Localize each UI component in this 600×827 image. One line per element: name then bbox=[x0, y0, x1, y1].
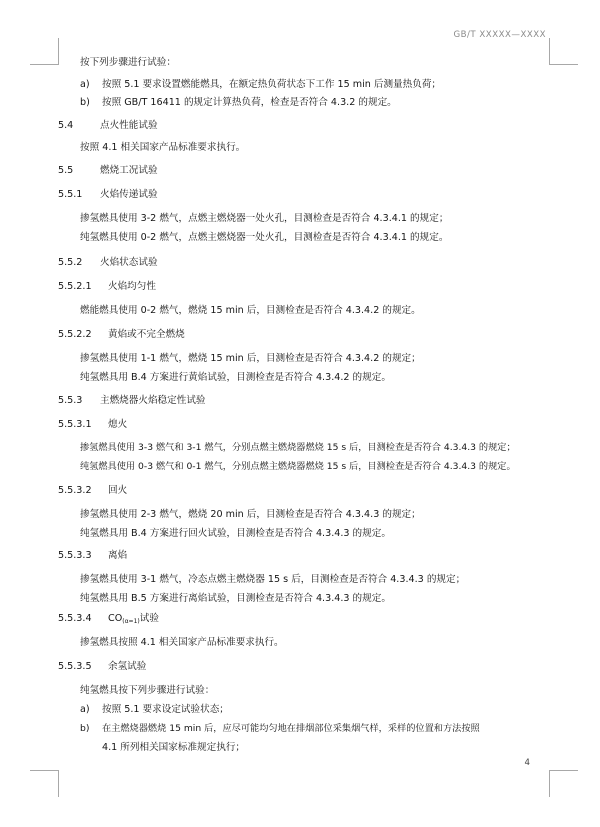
list-label: a) bbox=[80, 79, 90, 90]
paragraph: 按下列步骤进行试验： bbox=[80, 57, 176, 68]
section-title: 主燃烧器火焰稳定性试验 bbox=[100, 395, 206, 406]
title-suffix: 试验 bbox=[139, 613, 159, 624]
section-number: 5.5.1 bbox=[58, 189, 83, 200]
section-heading bbox=[58, 190, 158, 200]
list-text: 按照 5.1 要求设定试验状态； bbox=[102, 704, 229, 715]
section-heading bbox=[58, 662, 146, 672]
section-number: 5.5 bbox=[58, 165, 74, 176]
section-number: 5.5.3.2 bbox=[58, 485, 92, 496]
document-code-header: GB/T XXXXX—XXXX bbox=[453, 30, 546, 40]
section-heading bbox=[58, 420, 127, 430]
paragraph: 纯氢燃具用 B.4 方案进行黄焰试验，目测检查是否符合 4.3.4.2 的规定。 bbox=[80, 372, 391, 383]
co-subscript: (α=1) bbox=[122, 618, 140, 625]
section-heading bbox=[58, 396, 206, 406]
section-number: 5.5.2.1 bbox=[58, 281, 92, 292]
list-item bbox=[80, 98, 397, 108]
section-heading bbox=[58, 166, 158, 176]
section-heading bbox=[58, 614, 159, 625]
list-text: 按照 5.1 要求设置燃能燃具，在额定热负荷状态下工作 15 min 后测量热负荷； bbox=[102, 79, 442, 90]
paragraph: 掺氢燃具按照 4.1 相关国家产品标准要求执行。 bbox=[80, 637, 284, 648]
list-label: a) bbox=[80, 704, 90, 715]
section-number: 5.4 bbox=[58, 120, 74, 131]
paragraph: 纯氢燃具使用 0-2 燃气，点燃主燃烧器一处火孔，目测检查是否符合 4.3.4.1 的规定。 bbox=[80, 232, 449, 243]
section-title: 火焰传递试验 bbox=[100, 189, 158, 200]
co-formula: CO bbox=[108, 613, 123, 624]
crop-mark-top-left bbox=[30, 38, 59, 65]
section-title: 黄焰或不完全燃烧 bbox=[108, 329, 185, 340]
paragraph: 燃能燃具使用 0-2 燃气，燃烧 15 min 后，目测检查是否符合 4.3.4.2 的规定。 bbox=[80, 305, 421, 316]
list-item bbox=[80, 80, 441, 90]
section-heading bbox=[58, 486, 127, 496]
section-title: 余氢试验 bbox=[108, 661, 147, 672]
section-number: 5.5.3 bbox=[58, 395, 83, 406]
list-text: 按照 GB/T 16411 的规定计算热负荷，检查是否符合 4.3.2 的规定。 bbox=[102, 97, 397, 108]
section-heading bbox=[58, 282, 156, 292]
paragraph: 纯氢燃具使用 0-3 燃气和 0-1 燃气，分别点燃主燃烧器燃烧 15 s 后，目测检查是否符合 4.3.4.3 的规定。 bbox=[80, 461, 516, 472]
crop-mark-bottom-right bbox=[549, 770, 578, 797]
section-title: 熄火 bbox=[108, 419, 128, 430]
section-number: 5.5.3.3 bbox=[58, 550, 92, 561]
section-heading bbox=[58, 121, 158, 131]
crop-mark-top-right bbox=[549, 38, 578, 65]
list-text: 在主燃烧器燃烧 15 min 后，应尽可能均匀地在排烟部位采集烟气样，采样的位置和方法按照 bbox=[102, 723, 480, 734]
paragraph: 掺氢燃具使用 3-3 燃气和 3-1 燃气，分别点燃主燃烧器燃烧 15 s 后，目测检查是否符合 4.3.4.3 的规定； bbox=[80, 442, 516, 453]
paragraph: 纯氢燃具按下列步骤进行试验： bbox=[80, 685, 215, 696]
paragraph: 纯氢燃具用 B.4 方案进行回火试验，目测检查是否符合 4.3.4.3 的规定。 bbox=[80, 528, 391, 539]
section-title: 火焰均匀性 bbox=[108, 281, 156, 292]
section-number: 5.5.2.2 bbox=[58, 329, 92, 340]
section-title: 火焰状态试验 bbox=[100, 257, 158, 268]
section-title bbox=[108, 613, 159, 624]
paragraph: 纯氢燃具用 B.5 方案进行离焰试验，目测检查是否符合 4.3.4.3 的规定。 bbox=[80, 593, 391, 604]
section-title: 点火性能试验 bbox=[100, 120, 158, 131]
page-number: 4 bbox=[524, 758, 530, 768]
paragraph: 按照 4.1 相关国家产品标准要求执行。 bbox=[80, 142, 246, 153]
list-continuation: 4.1 所列相关国家标准规定执行； bbox=[102, 742, 246, 753]
paragraph: 掺氢燃具使用 2-3 燃气，燃烧 20 min 后，目测检查是否符合 4.3.4.3 的规定； bbox=[80, 509, 421, 520]
section-title: 回火 bbox=[108, 485, 128, 496]
crop-mark-bottom-left bbox=[30, 770, 59, 797]
section-number: 5.5.3.1 bbox=[58, 419, 92, 430]
section-heading bbox=[58, 330, 185, 340]
list-label: b) bbox=[80, 97, 90, 108]
section-title: 离焰 bbox=[108, 550, 128, 561]
list-label: b) bbox=[80, 723, 90, 734]
paragraph: 掺氢燃具使用 1-1 燃气，燃烧 15 min 后，目测检查是否符合 4.3.4.2 的规定； bbox=[80, 353, 421, 364]
section-heading bbox=[58, 258, 158, 268]
paragraph: 掺氢燃具使用 3-2 燃气，点燃主燃烧器一处火孔，目测检查是否符合 4.3.4.1 的规定； bbox=[80, 213, 449, 224]
section-number: 5.5.3.5 bbox=[58, 661, 92, 672]
paragraph: 掺氢燃具使用 3-1 燃气，冷态点燃主燃烧器 15 s 后，目测检查是否符合 4.3.4.3 的规定； bbox=[80, 574, 466, 585]
section-heading bbox=[58, 551, 127, 561]
list-item bbox=[80, 705, 229, 715]
section-title: 燃烧工况试验 bbox=[100, 165, 158, 176]
section-number: 5.5.3.4 bbox=[58, 613, 92, 624]
list-item bbox=[80, 724, 480, 733]
section-number: 5.5.2 bbox=[58, 257, 83, 268]
